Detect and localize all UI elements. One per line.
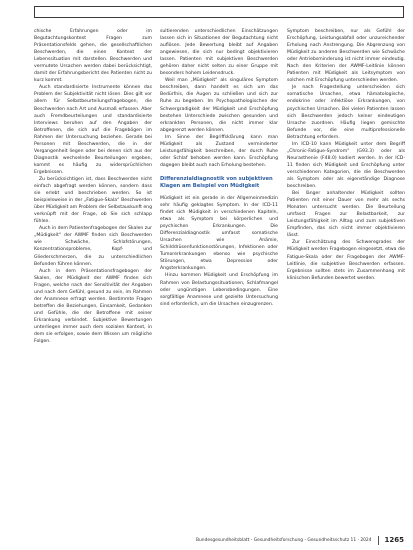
paragraph: Bei länger anhaltender Müdigkeit sollten Patienten mit einer Dauer von mehr als sechs Monaten untersucht werden. Die Beurteilung umfasst Fragen zur Belastbarkeit, zur Leistungsfähigkeit im Alltag und zum subjektiven Empfinden, das sich nicht immer objektivieren lässt. xyxy=(287,191,405,239)
text-column-middle xyxy=(160,28,278,528)
page-number: 1265 xyxy=(384,536,404,544)
section-heading: Differenzialdiagnostik von subjektiven Klagen am Beispiel von Müdigkeit xyxy=(160,175,273,189)
text-column-left xyxy=(34,28,152,528)
paragraph: Auch standardisierte Instrumente können das Problem der Subjektivität nicht lösen. Dies gilt vor allem für Selbstbeurteilungsfragebogen, die Beschwerden nach Art und Ausmaß erfassen. Aber auch Fremdbeurteilungen und standardisierte Interviews beruhen auf den Angaben der Betroffenen, die sich auf die Fragebögen im Rahmen der Untersuchung beziehen. Gerade bei Personen mit Beschwerden, die in der Vergangenheit liegen oder bei denen sich aus der Diagnostik wechselnde Beurteilungen ergeben, kommt es häufig zu widersprüchlichen Ergebnissen. xyxy=(34,85,152,175)
paragraph: Auch in dem Präsentationsfragebogen der Skalen, der Müdigkeit der AWMF finden sich Fragen, welche nach der Sensitivität der Angaben und nach dem Gefühl, gesund zu sein, im Rahmen der Anamnese erfragt werden. Bestimmte Fragen betreffen die Beziehungen, Einsamkeit, Gedanken und Gefühle, die der Betroffene mit seiner Erkrankung verbindet. Subjektive Bewertungen unterliegen immer auch dem sozialen Kontext, in dem sie erfolgen, sowie dem Wissen um mögliche Folgen. xyxy=(34,268,152,345)
paragraph: Müdigkeit ist ein gerade in der Allgemeinmedizin sehr häufig geklagtes Symptom. In der ICD-11 findet sich Müdigkeit in verschiedenen Kapiteln, etwa als Symptom bei körperlichen und psychischen Erkrankungen. Die Differenzialdiagnostik umfasst somatische Ursachen wie Anämie, Schilddrüsenfunktionsstörungen, Infektionen oder Tumorerkrankungen ebenso wie psychische Störungen, etwa Depression oder Angsterkrankungen. xyxy=(160,195,278,272)
paragraph: Im Sinne der Begriffsklärung kann man Müdigkeit als Zustand verminderter Leistungsfähigkeit beschreiben, der durch Ruhe oder Schlaf behoben werden kann. Erschöpfung dagegen bleibt auch nach Erholung bestehen. xyxy=(160,134,278,168)
footer-divider xyxy=(378,536,379,545)
text-column-right xyxy=(287,28,405,528)
paragraph: chische Erfahrungen oder im Begutachtungskontext Fragen zum Präsentationsfelds gehen, die gesellschaftlichen Beschwerden, die einen Kontext der Lebenssituation mit darstellen. Beschwerden und vermutete Ursachen werden dabei berücksichtigt, damit der Erfahrungsbericht des Patienten nicht zu kurz kommt. xyxy=(34,29,152,84)
paragraph: Auch in dem Patientenfragebogen der Skalen zur „Müdigkeit“ der AWMF finden sich Beschwerden wie Schwäche, Schlafstörungen, Konzentrationsprobleme, Kopf- und Gliederschmerzen, die zu unterschiedlichen Befunden führen können. xyxy=(34,226,152,267)
paragraph: Zur Einschätzung des Schweregrades der Müdigkeit werden Fragebogen eingesetzt, etwa die Fatigue-Skala oder der Fragebogen der AWMF-Leitlinie, die subjektive Beschwerden erfassen. Ergebnisse sollten stets im Zusammenhang mit klinischen Befunden bewertet werden. xyxy=(287,240,405,281)
paragraph: Symptom beschreiben, nur als Gefühl der Erschöpfung, Leistungsabfall oder unzureichender Erholung nach Anstrengung. Die Abgrenzung von Müdigkeit zu anderen Beschwerden wie Schwäche oder Antriebsminderung ist nicht immer eindeutig. Nach den Kriterien der AWMF-Leitlinie können Patienten mit Müdigkeit als Leitsymptom von solchen mit Erschöpfung unterschieden werden. xyxy=(287,29,405,84)
paragraph: Zu berücksichtigen ist, dass Beschwerden nicht einfach abgefragt werden können, sondern dass sie erlebt und beschrieben werden. So ist beispielsweise in der „Fatigue-Skala“ Beschwerden über Müdigkeit am Problem der Selbstauskunft eng verknüpft mit der Frage, ob Sie sich schlapp fühlen. xyxy=(34,176,152,225)
journal-line: Bundesgesundheitsblatt - Gesundheitsforschung - Gesundheitsschutz 11 · 2024 xyxy=(196,537,372,543)
header-frame xyxy=(34,6,404,18)
paragraph: Je nach Fragestellung unterscheiden sich somatische Ursachen, etwa hämatologische, endokrine oder infektiöse Erkrankungen, von psychischen Ursachen. Bei vielen Patienten lassen sich Beschwerden jedoch keiner eindeutigen Ursache zuordnen. Häufig liegen gemischte Befunde vor, die eine multiprofessionelle Betrachtung erfordern. xyxy=(287,85,405,140)
page-footer xyxy=(0,535,404,545)
paragraph: Weil man „Müdigkeit“ als singuläres Symptom beschreiben, dann handelt es sich um das Bedürfnis, die Augen zu schließen und sich zur Ruhe zu begeben. Im Psychopathologischen der Schwergradigkeit der Müdigkeit und Erschöpfung bestehen Unterschiede zwischen gesunden und erkrankten Personen, die nicht immer klar abgegrenzt werden können. xyxy=(160,78,278,133)
paragraph: Hinzu kommen Müdigkeit und Erschöpfung im Rahmen von Belastungssituationen, Schlafmangel oder ungünstigen Lebensbedingungen. Eine sorgfältige Anamnese und gezielte Untersuchung sind erforderlich, um die Ursachen einzugrenzen. xyxy=(160,273,278,307)
paragraph: sultierenden unterschiedlichen Einschätzungen lassen sich in Situationen der Begutachtung nicht auflösen. Jede Bewertung bleibt auf Angaben angewiesen, die sich nur bedingt objektivieren lassen. Patienten mit subjektiven Beschwerden gehören daher nicht selten zu einer Gruppe mit besonders hohem Leidensdruck. xyxy=(160,29,278,77)
paragraph: Im ICD-10 kann Müdigkeit unter dem Begriff „Chronic-Fatigue-Syndrom“ (G93.3) oder als Neurasthenie (F48.0) kodiert werden. In der ICD-11 finden sich Müdigkeit und Erschöpfung unter verschiedenen Kategorien, die die Beschwerden als Symptom oder als eigenständige Diagnose beschreiben. xyxy=(287,141,405,190)
